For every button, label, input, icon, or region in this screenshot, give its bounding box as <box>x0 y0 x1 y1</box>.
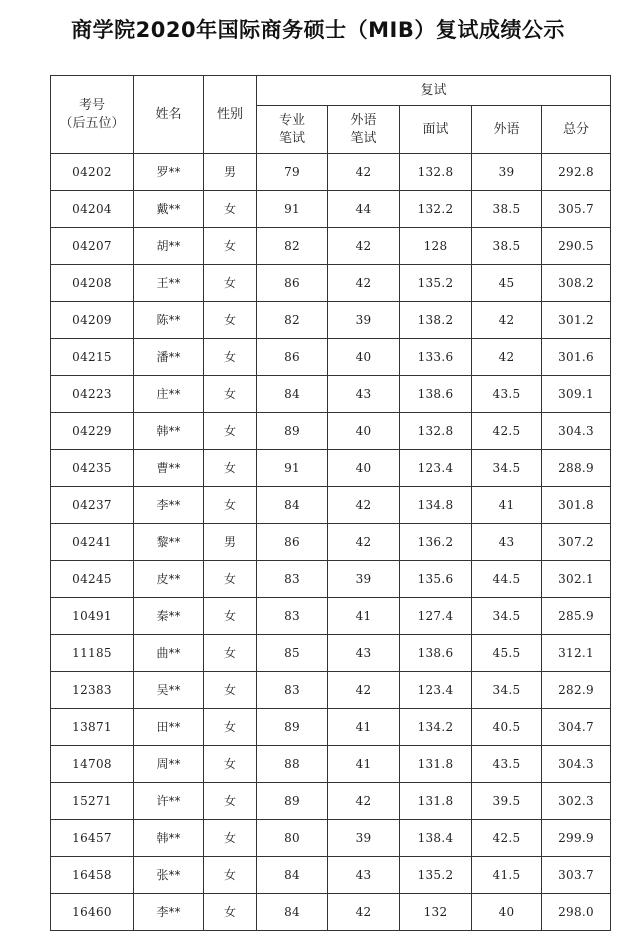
cell-exam-no: 04223 <box>51 376 134 413</box>
cell-name: 王** <box>134 265 204 302</box>
cell-name: 黎** <box>134 524 204 561</box>
cell-name: 罗** <box>134 154 204 191</box>
cell-gender: 男 <box>204 524 257 561</box>
cell-gender: 女 <box>204 746 257 783</box>
table-row <box>51 709 611 746</box>
cell-name: 田** <box>134 709 204 746</box>
cell-foreign-written: 42 <box>328 672 400 709</box>
cell-exam-no: 16458 <box>51 857 134 894</box>
cell-name: 吴** <box>134 672 204 709</box>
cell-total: 299.9 <box>542 820 611 857</box>
cell-foreign: 39.5 <box>472 783 542 820</box>
cell-gender: 女 <box>204 376 257 413</box>
cell-major-written: 83 <box>257 598 328 635</box>
table-row <box>51 820 611 857</box>
cell-foreign: 42.5 <box>472 413 542 450</box>
cell-name: 胡** <box>134 228 204 265</box>
cell-gender: 女 <box>204 191 257 228</box>
cell-exam-no: 12383 <box>51 672 134 709</box>
cell-major-written: 85 <box>257 635 328 672</box>
table-row <box>51 228 611 265</box>
cell-foreign-written: 40 <box>328 413 400 450</box>
cell-foreign-written: 41 <box>328 746 400 783</box>
cell-interview: 134.8 <box>400 487 472 524</box>
cell-name: 陈** <box>134 302 204 339</box>
cell-major-written: 84 <box>257 857 328 894</box>
cell-gender: 女 <box>204 561 257 598</box>
cell-exam-no: 04241 <box>51 524 134 561</box>
cell-foreign: 43.5 <box>472 376 542 413</box>
table-row <box>51 746 611 783</box>
cell-major-written: 84 <box>257 487 328 524</box>
cell-foreign: 45.5 <box>472 635 542 672</box>
cell-gender: 女 <box>204 894 257 931</box>
col-header-gender: 性别 <box>204 76 257 154</box>
cell-name: 曹** <box>134 450 204 487</box>
cell-gender: 女 <box>204 635 257 672</box>
cell-gender: 女 <box>204 783 257 820</box>
cell-name: 李** <box>134 487 204 524</box>
cell-foreign-written: 42 <box>328 894 400 931</box>
cell-interview: 132 <box>400 894 472 931</box>
cell-exam-no: 04204 <box>51 191 134 228</box>
cell-exam-no: 14708 <box>51 746 134 783</box>
cell-name: 周** <box>134 746 204 783</box>
cell-foreign: 45 <box>472 265 542 302</box>
cell-exam-no: 10491 <box>51 598 134 635</box>
table-row <box>51 154 611 191</box>
cell-exam-no: 04235 <box>51 450 134 487</box>
cell-interview: 128 <box>400 228 472 265</box>
cell-foreign-written: 43 <box>328 376 400 413</box>
table-row <box>51 450 611 487</box>
cell-interview: 132.8 <box>400 154 472 191</box>
cell-name: 秦** <box>134 598 204 635</box>
cell-exam-no: 16457 <box>51 820 134 857</box>
cell-total: 288.9 <box>542 450 611 487</box>
cell-interview: 131.8 <box>400 746 472 783</box>
cell-foreign: 42.5 <box>472 820 542 857</box>
page-title: 商学院2020年国际商务硕士（MIB）复试成绩公示 <box>71 18 565 42</box>
cell-gender: 女 <box>204 302 257 339</box>
cell-name: 韩** <box>134 820 204 857</box>
cell-interview: 131.8 <box>400 783 472 820</box>
cell-foreign-written: 43 <box>328 857 400 894</box>
cell-interview: 134.2 <box>400 709 472 746</box>
cell-total: 301.2 <box>542 302 611 339</box>
cell-major-written: 91 <box>257 450 328 487</box>
col-header-name: 姓名 <box>134 76 204 154</box>
cell-foreign: 39 <box>472 154 542 191</box>
col-header-foreign-written-line1: 外语 <box>350 112 377 128</box>
cell-foreign-written: 42 <box>328 265 400 302</box>
col-header-exam-no <box>51 76 134 154</box>
cell-major-written: 89 <box>257 413 328 450</box>
cell-foreign: 43 <box>472 524 542 561</box>
cell-major-written: 82 <box>257 302 328 339</box>
cell-total: 307.2 <box>542 524 611 561</box>
cell-total: 302.3 <box>542 783 611 820</box>
cell-interview: 133.6 <box>400 339 472 376</box>
cell-major-written: 84 <box>257 894 328 931</box>
cell-foreign-written: 42 <box>328 487 400 524</box>
col-header-exam-no-line1: 考号 <box>78 97 105 113</box>
table-row <box>51 783 611 820</box>
cell-foreign-written: 41 <box>328 598 400 635</box>
cell-total: 312.1 <box>542 635 611 672</box>
cell-foreign: 34.5 <box>472 598 542 635</box>
cell-foreign: 41 <box>472 487 542 524</box>
cell-total: 305.7 <box>542 191 611 228</box>
cell-exam-no: 04229 <box>51 413 134 450</box>
cell-total: 290.5 <box>542 228 611 265</box>
cell-name: 戴** <box>134 191 204 228</box>
cell-major-written: 91 <box>257 191 328 228</box>
header-row-1 <box>51 76 611 106</box>
table-row <box>51 302 611 339</box>
cell-foreign: 42 <box>472 339 542 376</box>
table-row <box>51 672 611 709</box>
cell-foreign: 34.5 <box>472 450 542 487</box>
scores-table <box>50 75 611 931</box>
cell-major-written: 83 <box>257 561 328 598</box>
col-header-exam-no-line2: （后五位） <box>59 115 125 131</box>
cell-total: 301.6 <box>542 339 611 376</box>
table-row <box>51 857 611 894</box>
cell-foreign: 40.5 <box>472 709 542 746</box>
cell-major-written: 83 <box>257 672 328 709</box>
table-row <box>51 487 611 524</box>
cell-foreign-written: 42 <box>328 783 400 820</box>
cell-exam-no: 04208 <box>51 265 134 302</box>
cell-foreign: 41.5 <box>472 857 542 894</box>
cell-foreign: 43.5 <box>472 746 542 783</box>
cell-foreign-written: 42 <box>328 154 400 191</box>
cell-interview: 135.2 <box>400 265 472 302</box>
cell-interview: 127.4 <box>400 598 472 635</box>
cell-major-written: 89 <box>257 709 328 746</box>
cell-gender: 女 <box>204 672 257 709</box>
cell-foreign-written: 41 <box>328 709 400 746</box>
col-header-major-written-line1: 专业 <box>278 112 305 128</box>
cell-gender: 女 <box>204 450 257 487</box>
cell-interview: 135.2 <box>400 857 472 894</box>
table-row <box>51 413 611 450</box>
cell-name: 庄** <box>134 376 204 413</box>
cell-exam-no: 11185 <box>51 635 134 672</box>
cell-total: 285.9 <box>542 598 611 635</box>
col-header-total: 总分 <box>542 106 611 154</box>
cell-major-written: 82 <box>257 228 328 265</box>
cell-foreign: 38.5 <box>472 228 542 265</box>
cell-total: 303.7 <box>542 857 611 894</box>
cell-gender: 女 <box>204 265 257 302</box>
cell-gender: 女 <box>204 598 257 635</box>
cell-interview: 132.8 <box>400 413 472 450</box>
cell-name: 韩** <box>134 413 204 450</box>
col-header-foreign-written-line2: 笔试 <box>350 130 377 146</box>
cell-gender: 女 <box>204 413 257 450</box>
cell-total: 304.7 <box>542 709 611 746</box>
cell-foreign-written: 39 <box>328 820 400 857</box>
cell-gender: 女 <box>204 820 257 857</box>
cell-exam-no: 04245 <box>51 561 134 598</box>
cell-exam-no: 04215 <box>51 339 134 376</box>
cell-interview: 136.2 <box>400 524 472 561</box>
cell-gender: 女 <box>204 339 257 376</box>
cell-foreign: 38.5 <box>472 191 542 228</box>
table-row <box>51 598 611 635</box>
cell-total: 298.0 <box>542 894 611 931</box>
cell-name: 许** <box>134 783 204 820</box>
cell-total: 292.8 <box>542 154 611 191</box>
cell-interview: 123.4 <box>400 450 472 487</box>
table-row <box>51 376 611 413</box>
col-header-interview: 面试 <box>400 106 472 154</box>
cell-foreign: 44.5 <box>472 561 542 598</box>
cell-major-written: 86 <box>257 339 328 376</box>
cell-total: 301.8 <box>542 487 611 524</box>
cell-exam-no: 04207 <box>51 228 134 265</box>
cell-total: 308.2 <box>542 265 611 302</box>
cell-exam-no: 13871 <box>51 709 134 746</box>
col-header-foreign-written <box>328 106 400 154</box>
cell-interview: 123.4 <box>400 672 472 709</box>
cell-foreign-written: 39 <box>328 302 400 339</box>
cell-name: 张** <box>134 857 204 894</box>
cell-total: 302.1 <box>542 561 611 598</box>
cell-interview: 138.4 <box>400 820 472 857</box>
table-row <box>51 524 611 561</box>
table-row <box>51 561 611 598</box>
cell-name: 李** <box>134 894 204 931</box>
cell-gender: 女 <box>204 709 257 746</box>
cell-gender: 女 <box>204 487 257 524</box>
cell-foreign-written: 44 <box>328 191 400 228</box>
cell-interview: 138.6 <box>400 376 472 413</box>
cell-exam-no: 16460 <box>51 894 134 931</box>
cell-name: 皮** <box>134 561 204 598</box>
cell-name: 曲** <box>134 635 204 672</box>
cell-total: 304.3 <box>542 746 611 783</box>
table-row <box>51 894 611 931</box>
cell-exam-no: 04202 <box>51 154 134 191</box>
cell-total: 304.3 <box>542 413 611 450</box>
cell-major-written: 88 <box>257 746 328 783</box>
cell-foreign-written: 40 <box>328 339 400 376</box>
cell-major-written: 86 <box>257 265 328 302</box>
cell-interview: 135.6 <box>400 561 472 598</box>
cell-total: 309.1 <box>542 376 611 413</box>
cell-foreign: 42 <box>472 302 542 339</box>
cell-foreign-written: 42 <box>328 228 400 265</box>
col-header-major-written-line2: 笔试 <box>278 130 305 146</box>
col-header-retest: 复试 <box>257 76 611 106</box>
cell-exam-no: 15271 <box>51 783 134 820</box>
cell-gender: 女 <box>204 228 257 265</box>
cell-exam-no: 04209 <box>51 302 134 339</box>
cell-major-written: 89 <box>257 783 328 820</box>
table-row <box>51 191 611 228</box>
cell-interview: 138.2 <box>400 302 472 339</box>
table-row <box>51 635 611 672</box>
cell-major-written: 80 <box>257 820 328 857</box>
cell-major-written: 79 <box>257 154 328 191</box>
scores-table-body <box>51 154 611 931</box>
cell-foreign: 40 <box>472 894 542 931</box>
cell-interview: 138.6 <box>400 635 472 672</box>
cell-gender: 女 <box>204 857 257 894</box>
cell-name: 潘** <box>134 339 204 376</box>
cell-exam-no: 04237 <box>51 487 134 524</box>
cell-foreign: 34.5 <box>472 672 542 709</box>
cell-major-written: 86 <box>257 524 328 561</box>
col-header-major-written <box>257 106 328 154</box>
cell-foreign-written: 40 <box>328 450 400 487</box>
cell-interview: 132.2 <box>400 191 472 228</box>
cell-gender: 男 <box>204 154 257 191</box>
table-row <box>51 339 611 376</box>
cell-major-written: 84 <box>257 376 328 413</box>
cell-foreign-written: 39 <box>328 561 400 598</box>
cell-foreign-written: 43 <box>328 635 400 672</box>
col-header-foreign: 外语 <box>472 106 542 154</box>
cell-foreign-written: 42 <box>328 524 400 561</box>
table-row <box>51 265 611 302</box>
cell-total: 282.9 <box>542 672 611 709</box>
